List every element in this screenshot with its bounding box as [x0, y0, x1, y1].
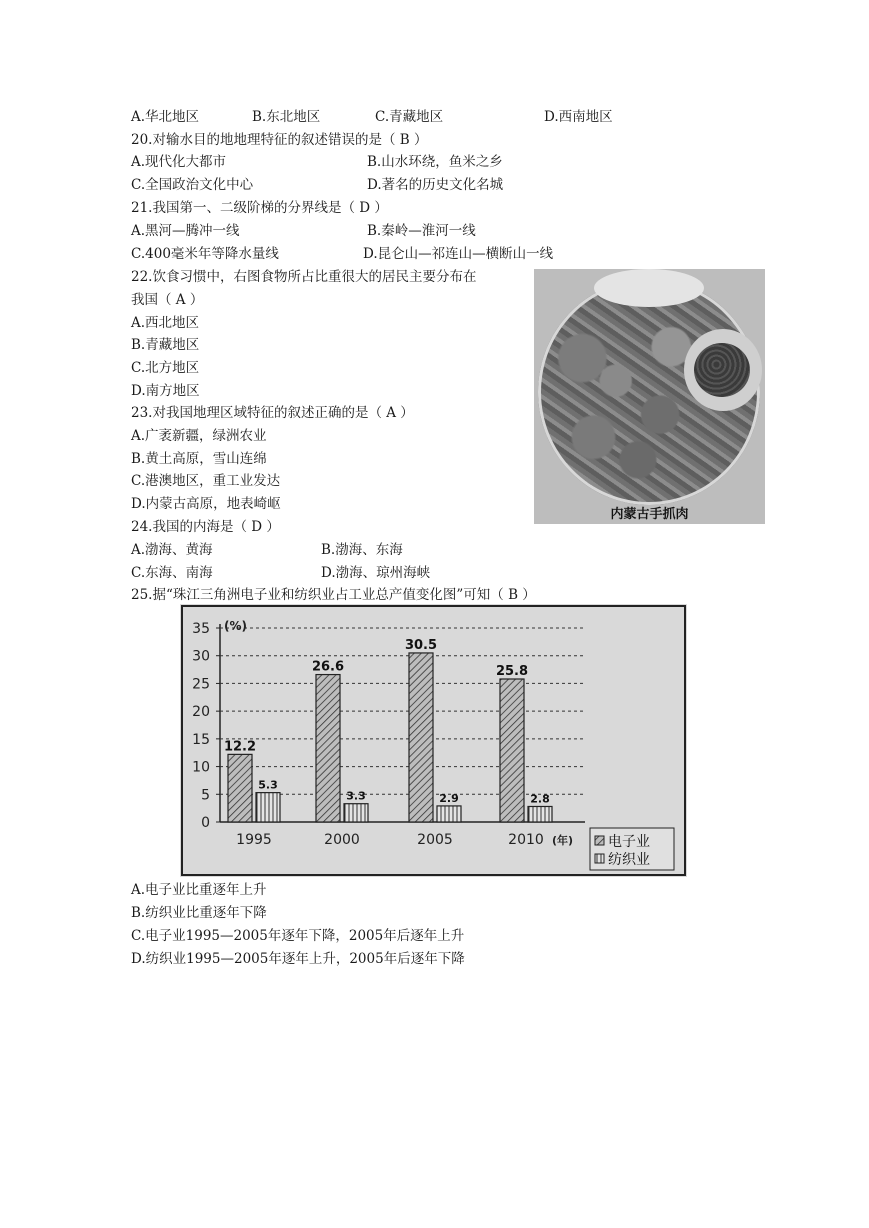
option-c: C.全国政治文化中心: [131, 177, 254, 193]
option-c: C.东海、南海: [131, 565, 213, 581]
电子业-value-label-2000: 26.6: [311, 659, 345, 675]
电子业-bar-2005: [409, 653, 433, 822]
photo-highlight: [594, 269, 704, 307]
legend-swatch: [595, 854, 604, 863]
q25-option-a: A.电子业比重逐年上升: [131, 882, 267, 898]
option-b: B.山水环绕，鱼米之乡: [367, 154, 503, 170]
option-d: D.西南地区: [544, 109, 613, 125]
q25-option-b: B.纺织业比重逐年下降: [131, 905, 267, 921]
y-tick-label: 15: [192, 731, 210, 748]
question-22-line2: 我国（ A ）: [131, 292, 204, 308]
电子业-value-label-2010: 25.8: [495, 663, 529, 679]
x-axis-unit: (年): [552, 834, 574, 847]
legend-label: 纺织业: [608, 852, 650, 868]
纺织业-value-label-1995: 5.3: [258, 778, 278, 792]
电子业-value-label-2005: 30.5: [404, 637, 438, 653]
question-25: 25.据“珠江三角洲电子业和纺织业占工业总产值变化图”可知（ B ）: [131, 587, 536, 603]
question-22-line1: 22.饮食习惯中，右图食物所占比重很大的居民主要分布在: [131, 269, 477, 285]
option-d: D.渤海、琼州海峡: [321, 565, 431, 581]
q22-option-c: C.北方地区: [131, 360, 200, 376]
y-tick-label: 30: [192, 648, 210, 665]
q25-option-d: D.纺织业1995—2005年逐年上升，2005年后逐年下降: [131, 951, 465, 967]
x-tick-label: 2000: [324, 832, 360, 848]
q22-option-b: B.青藏地区: [131, 337, 200, 353]
y-tick-label: 0: [201, 815, 210, 831]
x-tick-label: 2010: [508, 832, 544, 848]
question-24: 24.我国的内海是（ D ）: [131, 519, 280, 535]
photo-caption: 内蒙古手抓肉: [610, 507, 689, 522]
question-20: 20.对输水目的地地理特征的叙述错误的是（ B ）: [131, 132, 428, 148]
bar-chart: [180, 604, 687, 877]
电子业-value-label-1995: 12.2: [223, 739, 257, 755]
纺织业-bar-2005: [437, 806, 461, 822]
option-c: C.400毫米年等降水量线: [131, 246, 279, 262]
q23-option-a: A.广袤新疆，绿洲农业: [131, 428, 267, 444]
q22-option-d: D.南方地区: [131, 383, 200, 399]
纺织业-bar-1995: [256, 793, 280, 822]
纺织业-value-label-2010: 2.8: [530, 792, 550, 806]
legend-swatch: [595, 836, 604, 845]
q23-option-d: D.内蒙古高原，地表崎岖: [131, 496, 281, 512]
option-a: A.黑河—腾冲一线: [131, 223, 240, 239]
纺织业-value-label-2005: 2.9: [439, 791, 459, 805]
y-tick-label: 20: [192, 704, 210, 721]
question-21: 21.我国第一、二级阶梯的分界线是（ D ）: [131, 200, 388, 216]
y-axis-unit: (%): [224, 619, 247, 633]
y-tick-label: 10: [192, 759, 210, 776]
q23-option-b: B.黄土高原，雪山连绵: [131, 451, 267, 467]
y-tick-label: 5: [201, 787, 210, 804]
x-tick-label: 1995: [236, 832, 272, 848]
option-a: A.华北地区: [131, 109, 200, 125]
电子业-bar-2000: [316, 675, 340, 822]
电子业-bar-2010: [500, 679, 524, 822]
y-tick-label: 25: [192, 676, 210, 693]
bowl-content-image: [694, 343, 750, 397]
question-23: 23.对我国地理区域特征的叙述正确的是（ A ）: [131, 405, 414, 421]
chart-svg: [180, 604, 687, 877]
y-tick-label: 35: [192, 621, 210, 637]
food-photo: [534, 269, 765, 524]
q23-option-c: C.港澳地区，重工业发达: [131, 473, 281, 489]
x-tick-label: 2005: [417, 832, 453, 848]
option-a: A.渤海、黄海: [131, 542, 213, 558]
option-c: C.青藏地区: [375, 109, 444, 125]
option-d: D.昆仑山—祁连山—横断山一线: [363, 246, 554, 262]
纺织业-bar-2010: [528, 806, 552, 822]
option-a: A.现代化大都市: [131, 154, 227, 170]
option-b: B.东北地区: [252, 109, 321, 125]
纺织业-bar-2000: [344, 804, 368, 822]
q22-option-a: A.西北地区: [131, 315, 200, 331]
legend-label: 电子业: [608, 834, 650, 850]
option-b: B.秦岭—淮河一线: [367, 223, 476, 239]
option-b: B.渤海、东海: [321, 542, 403, 558]
电子业-bar-1995: [228, 754, 252, 822]
纺织业-value-label-2000: 3.3: [346, 789, 366, 803]
option-d: D.著名的历史文化名城: [367, 177, 504, 193]
q25-option-c: C.电子业1995—2005年逐年下降，2005年后逐年上升: [131, 928, 465, 944]
